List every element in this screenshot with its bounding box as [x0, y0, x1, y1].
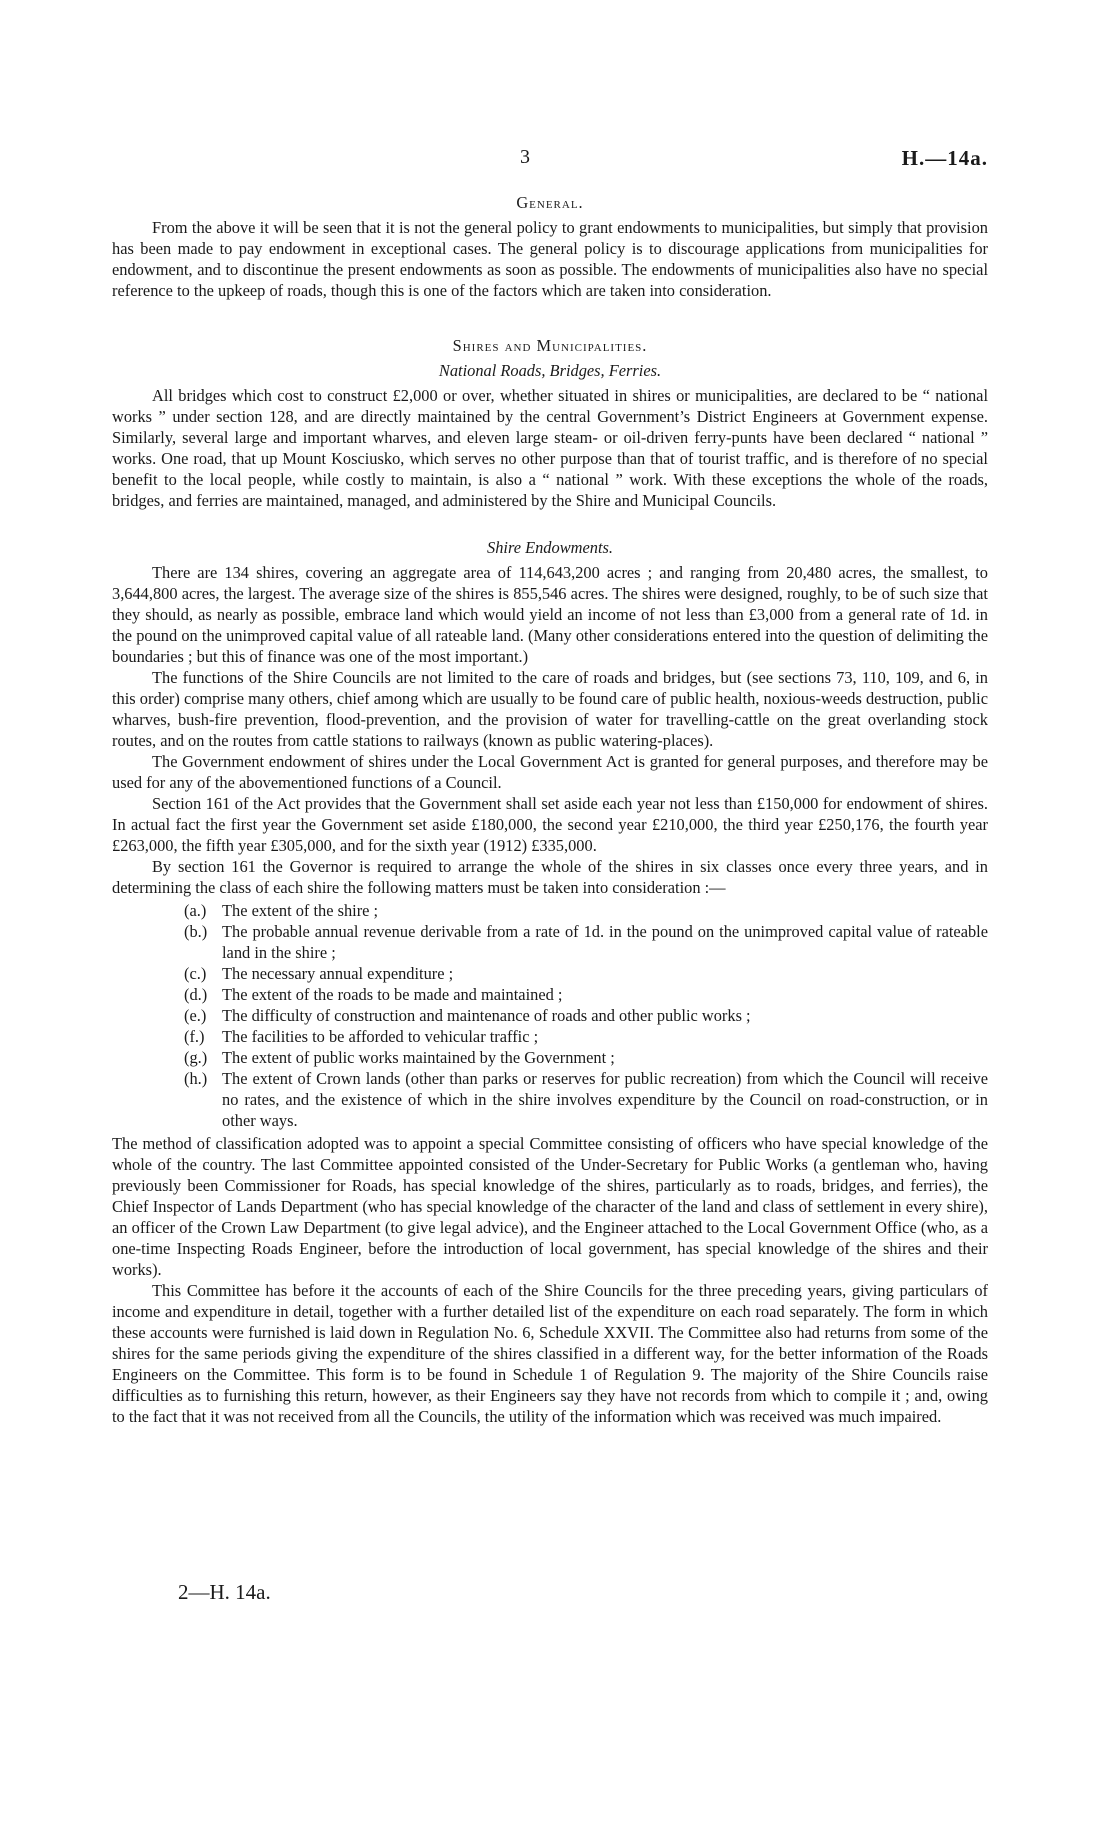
list-item-text: The difficulty of construction and maintenance of roads and other public works ; [222, 1006, 751, 1025]
section-heading-shires: Shires and Municipalities. [452, 336, 648, 355]
list-item-label: (f.) [184, 1027, 205, 1046]
paragraph-endowments-3: The Government endowment of shires under the Local Government Act is granted for general purposes, and therefore may be used for any of the abovementioned functions of a Council. [112, 752, 988, 792]
list-item [184, 984, 988, 1005]
section-heading-general: General. [516, 193, 584, 212]
paragraph-shires-1: All bridges which cost to construct £2,000 or over, whether situated in shires or municipalities, are declared to be “ national works ” under section 128, and are directly maintained by the central Government’s District Engineers at Government expense. Similarly, several large and important wharves, and eleven large steam- or oil-driven ferry-punts have been declared “ national ” works. One road, that up Mount Kosciusko, which serves no other purpose than that of tourist traffic, and is therefore of no special benefit to the local people, while costly to maintain, is also a “ national ” work. With these exceptions the whole of the roads, bridges, and ferries are maintained, managed, and administered by the Shire and Municipal Councils. [112, 386, 988, 510]
subheading-shire-endowments: Shire Endowments. [487, 538, 613, 557]
document-body [112, 192, 988, 1427]
list-item [184, 1068, 988, 1131]
list-item-label: (a.) [184, 901, 207, 920]
page-number: 3 [520, 146, 530, 168]
list-item-text: The facilities to be afforded to vehicular traffic ; [222, 1027, 539, 1046]
paragraph-endowments-5: By section 161 the Governor is required to arrange the whole of the shires in six classes once every three years, and in determining the class of each shire the following matters must be taken into consideration :— [112, 857, 988, 897]
list-item-label: (g.) [184, 1048, 208, 1067]
paragraph-endowments-2: The functions of the Shire Councils are not limited to the care of roads and bridges, but (see sections 73, 110, 109, and 6, in this order) comprise many others, chief among which are usually to be found care of public health, noxious-weeds destruction, public wharves, bush-fire prevention, flood-prevention, and the provision of water for travelling-cattle on the great overlanding stock routes, and on the routes from cattle stations to railways (known as public watering-places). [112, 668, 988, 750]
subheading-national-roads: National Roads, Bridges, Ferries. [438, 361, 662, 380]
list-item [184, 1047, 988, 1068]
list-item [184, 963, 988, 984]
paragraph-endowments-4: Section 161 of the Act provides that the Government shall set aside each year not less than £150,000 for endowment of shires. In actual fact the first year the Government set aside £180,000, the second year £210,000, the third year £250,176, the fourth year £263,000, the fifth year £305,000, and for the sixth year (1912) £335,000. [112, 794, 988, 855]
list-item-label: (c.) [184, 964, 207, 983]
list-item [184, 900, 988, 921]
footer-signature: 2—H. 14a. [178, 1580, 271, 1604]
list-item-text: The extent of the roads to be made and maintained ; [222, 985, 563, 1004]
list-item-text: The extent of Crown lands (other than parks or reserves for public recreation) from which the Council will receive no rates, and the existence of which in the shire involves expenditure by the Council on road-construction, or in other ways. [222, 1069, 988, 1130]
list-item-label: (d.) [184, 985, 208, 1004]
paragraph-committee-1: The method of classification adopted was to appoint a special Committee consisting of officers who have special knowledge of the whole of the country. The last Committee appointed consisted of the Under-Secretary for Public Works (a gentleman who, having previously been Commissioner for Roads, has special knowledge of the shires, particularly as to roads, bridges, and ferries), the Chief Inspector of Lands Department (who has special knowledge of the character of the land and class of settlement in every shire), an officer of the Crown Law Department (to give legal advice), and the Engineer attached to the Local Government Office (who, as a one-time Inspecting Roads Engineer, before the introduction of local government, has special knowledge of the shires and their works). [112, 1134, 988, 1279]
paragraph-committee-2: This Committee has before it the accounts of each of the Shire Councils for the three preceding years, giving particulars of income and expenditure in detail, together with a further detailed list of the expenditure on each road separately. The form in which these accounts were furnished is laid down in Regulation No. 6, Schedule XXVII. The Committee also had returns from some of the shires for the same periods giving the expenditure of the shires classified in a different way, for the better information of the Roads Engineers on the Committee. This form is to be found in Schedule 1 of Regulation 9. The majority of the Shire Councils raise difficulties as to furnishing this return, however, as their Engineers say they have not records from which to compile it ; and, owing to the fact that it was not received from all the Councils, the utility of the information which was received was much impaired. [112, 1281, 988, 1426]
list-item [184, 1005, 988, 1026]
list-item-text: The necessary annual expenditure ; [222, 964, 454, 983]
list-item-label: (h.) [184, 1069, 208, 1088]
list-item [184, 1026, 988, 1047]
document-code: H.—14a. [901, 146, 988, 170]
list-item-text: The extent of the shire ; [222, 901, 379, 920]
paragraph-general-1: From the above it will be seen that it is not the general policy to grant endowments to municipalities, but simply that provision has been made to pay endowment in exceptional cases. The general policy is to discourage applications from municipalities for endowment, and to discontinue the present endowments as soon as possible. The endowments of municipalities also have no special reference to the upkeep of roads, though this is one of the factors which are taken into consideration. [112, 218, 988, 300]
page-header [0, 146, 1114, 176]
consideration-list [112, 900, 988, 1131]
paragraph-endowments-1: There are 134 shires, covering an aggregate area of 114,643,200 acres ; and ranging from 20,480 acres, the smallest, to 3,644,800 acres, the largest. The average size of the shires is 855,546 acres. The shires were designed, roughly, to be of such size that they should, as nearly as possible, embrace land which would yield an income of not less than £3,000 from a general rate of 1d. in the pound on the unimproved capital value of all rateable land. (Many other considerations entered into the question of delimiting the boundaries ; but this of finance was one of the most important.) [112, 563, 988, 666]
list-item-text: The probable annual revenue derivable from a rate of 1d. in the pound on the unimproved capital value of rateable land in the shire ; [222, 922, 988, 962]
list-item-label: (e.) [184, 1006, 207, 1025]
list-item-label: (b.) [184, 922, 208, 941]
list-item [184, 921, 988, 963]
list-item-text: The extent of public works maintained by the Government ; [222, 1048, 615, 1067]
